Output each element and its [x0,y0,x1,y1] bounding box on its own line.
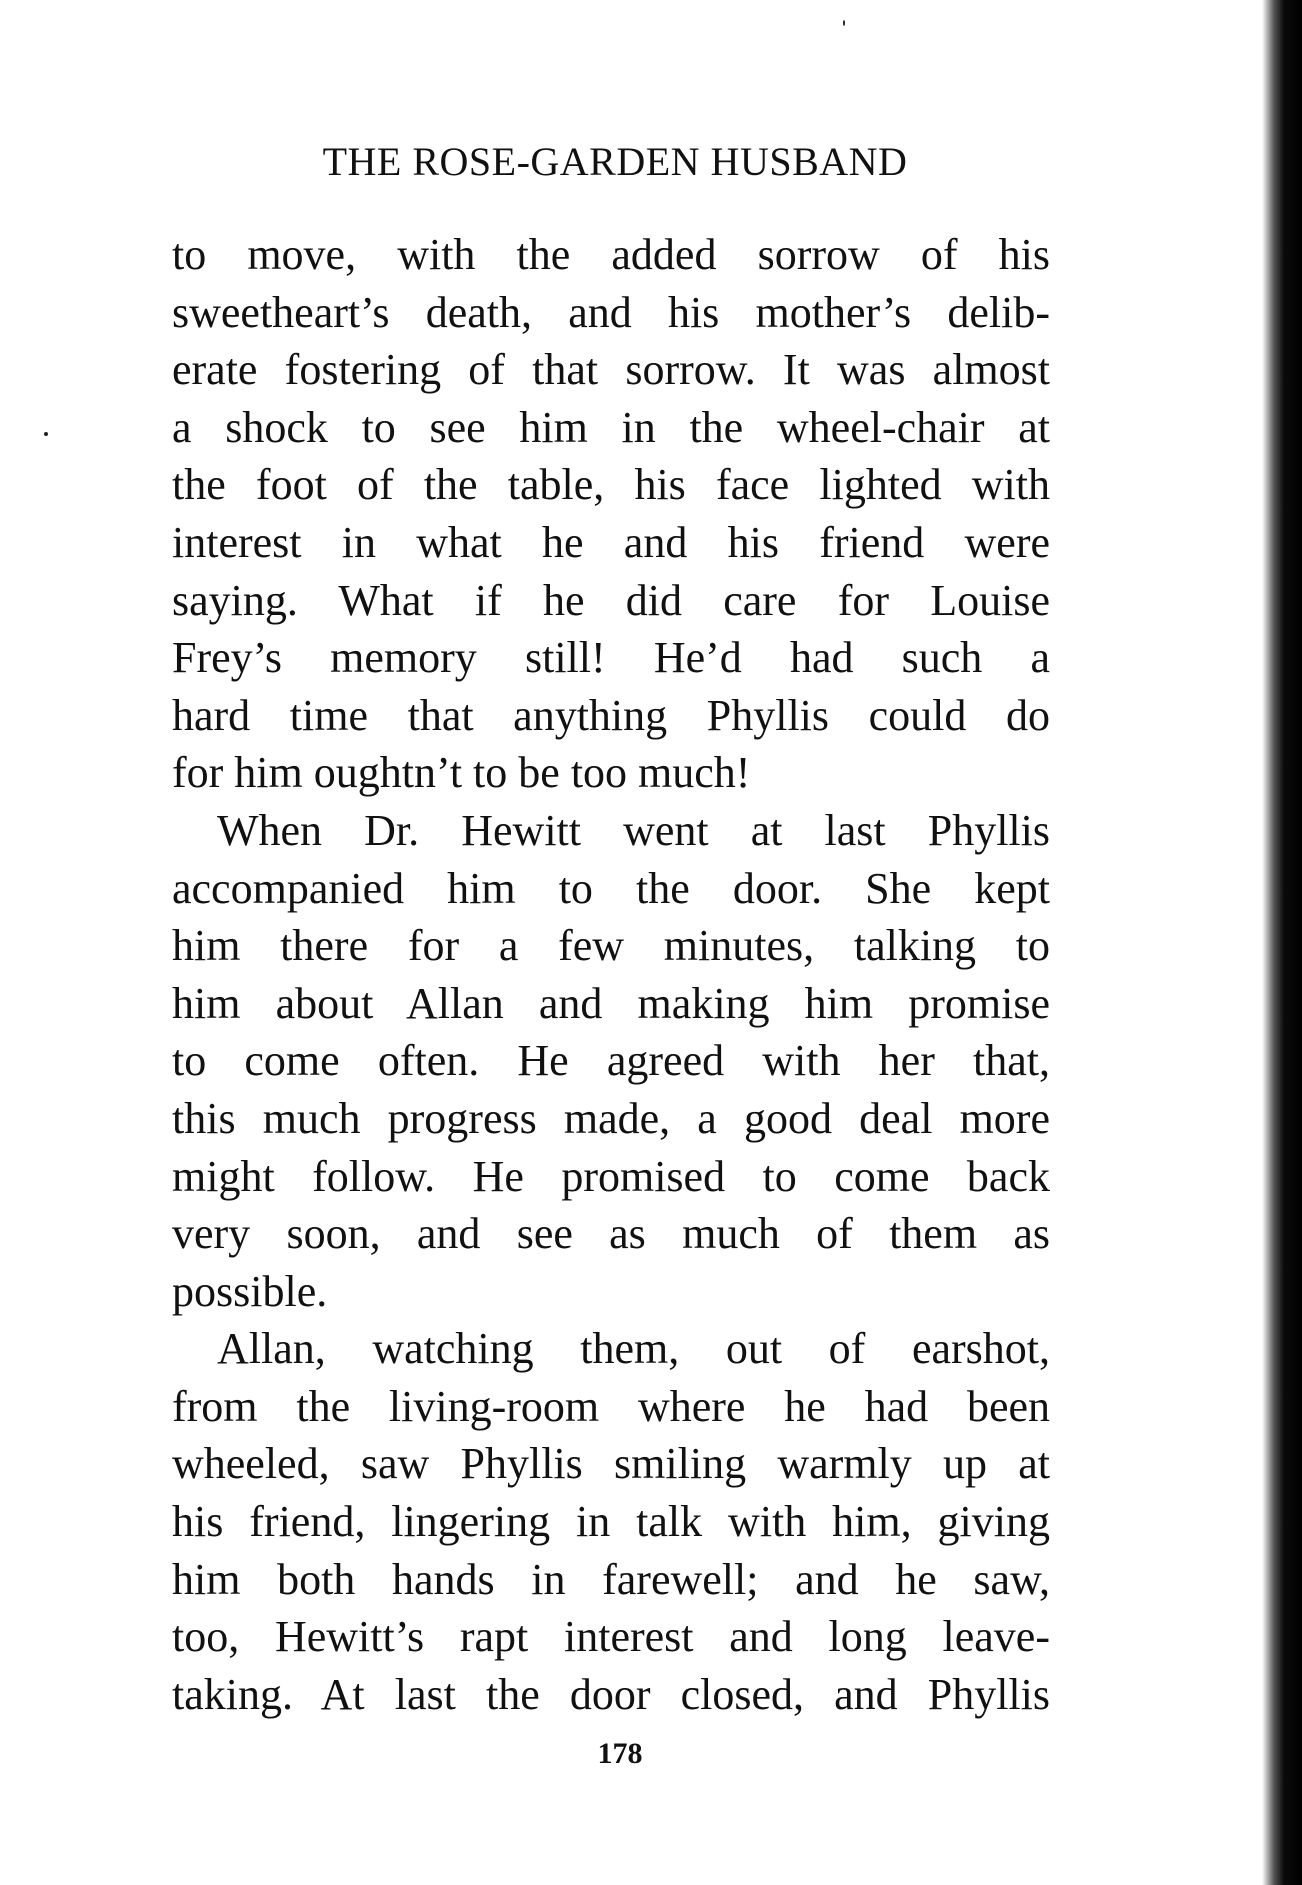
page-number: 178 [597,1737,643,1770]
text-line: from the living-room where he had been [172,1381,1050,1431]
text-line: Frey’s memory still! He’d had such a [172,633,1050,683]
body-text [172,226,1050,1723]
text-line: erate fostering of that sorrow. It was almost [172,345,1050,395]
book-spine-edge [1262,0,1302,1885]
text-line: When Dr. Hewitt went at last Phyllis [217,805,1050,855]
text-line: him there for a few minutes, talking to [172,921,1050,971]
text-line: Allan, watching them, out of earshot, [217,1324,1050,1374]
text-line: him both hands in farewell; and he saw, [172,1554,1050,1604]
text-line: for him oughtn’t to be too much! [172,748,751,798]
running-head: THE ROSE-GARDEN HUSBAND [322,139,908,184]
text-line: him about Allan and making him promise [172,978,1050,1028]
text-line: too, Hewitt’s rapt interest and long leave- [172,1612,1050,1662]
text-line: accompanied him to the door. She kept [172,863,1050,913]
text-line: sweetheart’s death, and his mother’s delib- [172,287,1050,337]
text-line: his friend, lingering in talk with him, giving [172,1497,1050,1547]
text-line: hard time that anything Phyllis could do [172,690,1050,740]
text-line: very soon, and see as much of them as [172,1209,1050,1259]
text-line: possible. [172,1266,328,1316]
ink-speck [44,432,48,436]
text-line: taking. At last the door closed, and Phyllis [172,1669,1050,1719]
text-line: to move, with the added sorrow of his [172,230,1050,279]
text-line: to come often. He agreed with her that, [172,1036,1050,1086]
text-line: a shock to see him in the wheel-chair at [172,402,1050,452]
ink-speck [843,20,845,26]
text-line: the foot of the table, his face lighted with [172,460,1050,510]
text-line: might follow. He promised to come back [172,1151,1050,1201]
text-line: saying. What if he did care for Louise [172,575,1050,625]
text-line: interest in what he and his friend were [172,517,1050,567]
text-line: wheeled, saw Phyllis smiling warmly up at [172,1439,1050,1489]
text-line: this much progress made, a good deal more [172,1093,1050,1143]
